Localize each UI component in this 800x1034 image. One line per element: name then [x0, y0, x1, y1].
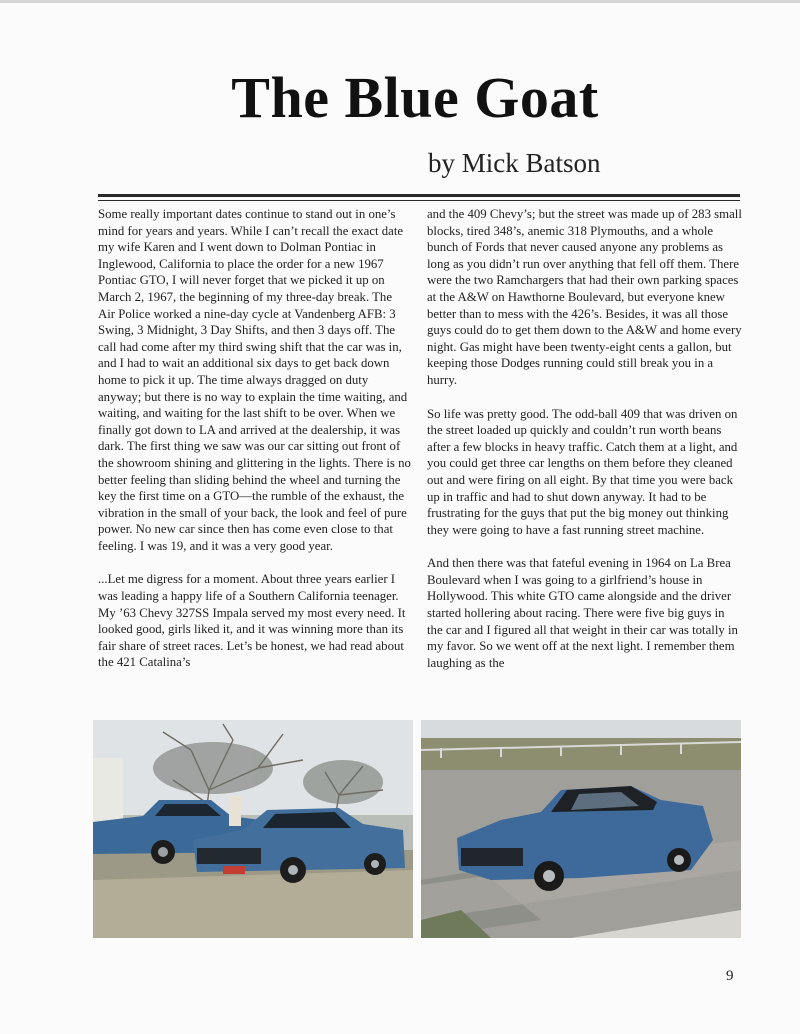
photo-two-gtos: [93, 720, 413, 938]
article-byline: by Mick Batson: [428, 148, 601, 178]
paragraph: Some really important dates continue to stand out in one’s mind for years and years. While I can’t recall the exact date my wife Karen and I went down to Dolman Pontiac in Inglewood, California to place the order for a new 1967 Pontiac GTO, I will never forget that we picked it up on March 2, 1967, the beginning of my three-day break. The Air Police worked a nine-day cycle at Vandenberg AFB: 3 Swing, 3 Midnight, 3 Day Shifts, and then 3 days off. The call had come after my third swing shift that the car was in, and I had to wait an additional six days to get back down home to pick it up. The time always dragged on duty anyway; but there is no way to explain the time waiting, and waiting, and waiting for the last shift to be over. When we finally got down to LA and arrived at the dealership, it was dark. The first thing we saw was our car sitting out front of the showroom shining and glittering in the lights. There is no better feeling than sliding behind the wheel and turning the key the first time on a GTO—the rumble of the exhaust, the vibration in the small of your back, the look and feel of pure power. No new car since then has come even close to that feeling. I was 19, and it was a very good year.: [98, 207, 411, 553]
photo-gto-vinyl-top: [421, 720, 741, 938]
paragraph: And then there was that fateful evening in 1964 on La Brea Boulevard when I was going to a girlfriend’s house in Hollywood. This white GTO came alongside and the driver started hollering about racing. There were five big guys in the car and I figured all that weight in their car was totally in my favor. So we went off at the next light. I remember them laughing as the: [427, 556, 738, 670]
top-edge-rule: [0, 0, 800, 3]
article-title: The Blue Goat: [231, 65, 599, 130]
page-number: 9: [726, 968, 734, 984]
title-rule-thin: [98, 200, 740, 201]
title-rule-thick: [98, 194, 740, 197]
left-text-column: [98, 206, 411, 688]
paragraph: and the 409 Chevy’s; but the street was made up of 283 small blocks, tired 348’s, anemic 318 Plymouths, and a whole bunch of Fords that never caused anyone any problems as long as you didn’t run over anything that fell off them. There were the two Ramchargers that had their own parking spaces at the A&W on Hawthorne Boulevard, but everyone knew better than to mess with the 426’s. Besides, it was all those guys could do to get them down to the A&W and home every night. Gas might have been twenty-eight cents a gallon, but keeping those Dodges running could still break you in a hurry.: [427, 207, 742, 387]
paragraph: So life was pretty good. The odd-ball 409 that was driven on the street loaded up quickly and couldn’t run worth beans after a few blocks in heavy traffic. Catch them at a light, and you could get three car lengths on them before they cleaned out and were firing on all eight. By that time you were back up in traffic and had to shut down anyway. It had to be frustrating for the guys that put the big money out thinking they were going to have a fast running street machine.: [427, 406, 738, 537]
paragraph: ...Let me digress for a moment. About three years earlier I was leading a happy life of a Southern California teenager. My ’63 Chevy 327SS Impala served my most every need. It looked good, girls liked it, and it was winning more than its fair share of street races. Let’s be honest, we had read about the 421 Catalina’s: [98, 572, 406, 670]
right-text-column: [427, 206, 743, 688]
